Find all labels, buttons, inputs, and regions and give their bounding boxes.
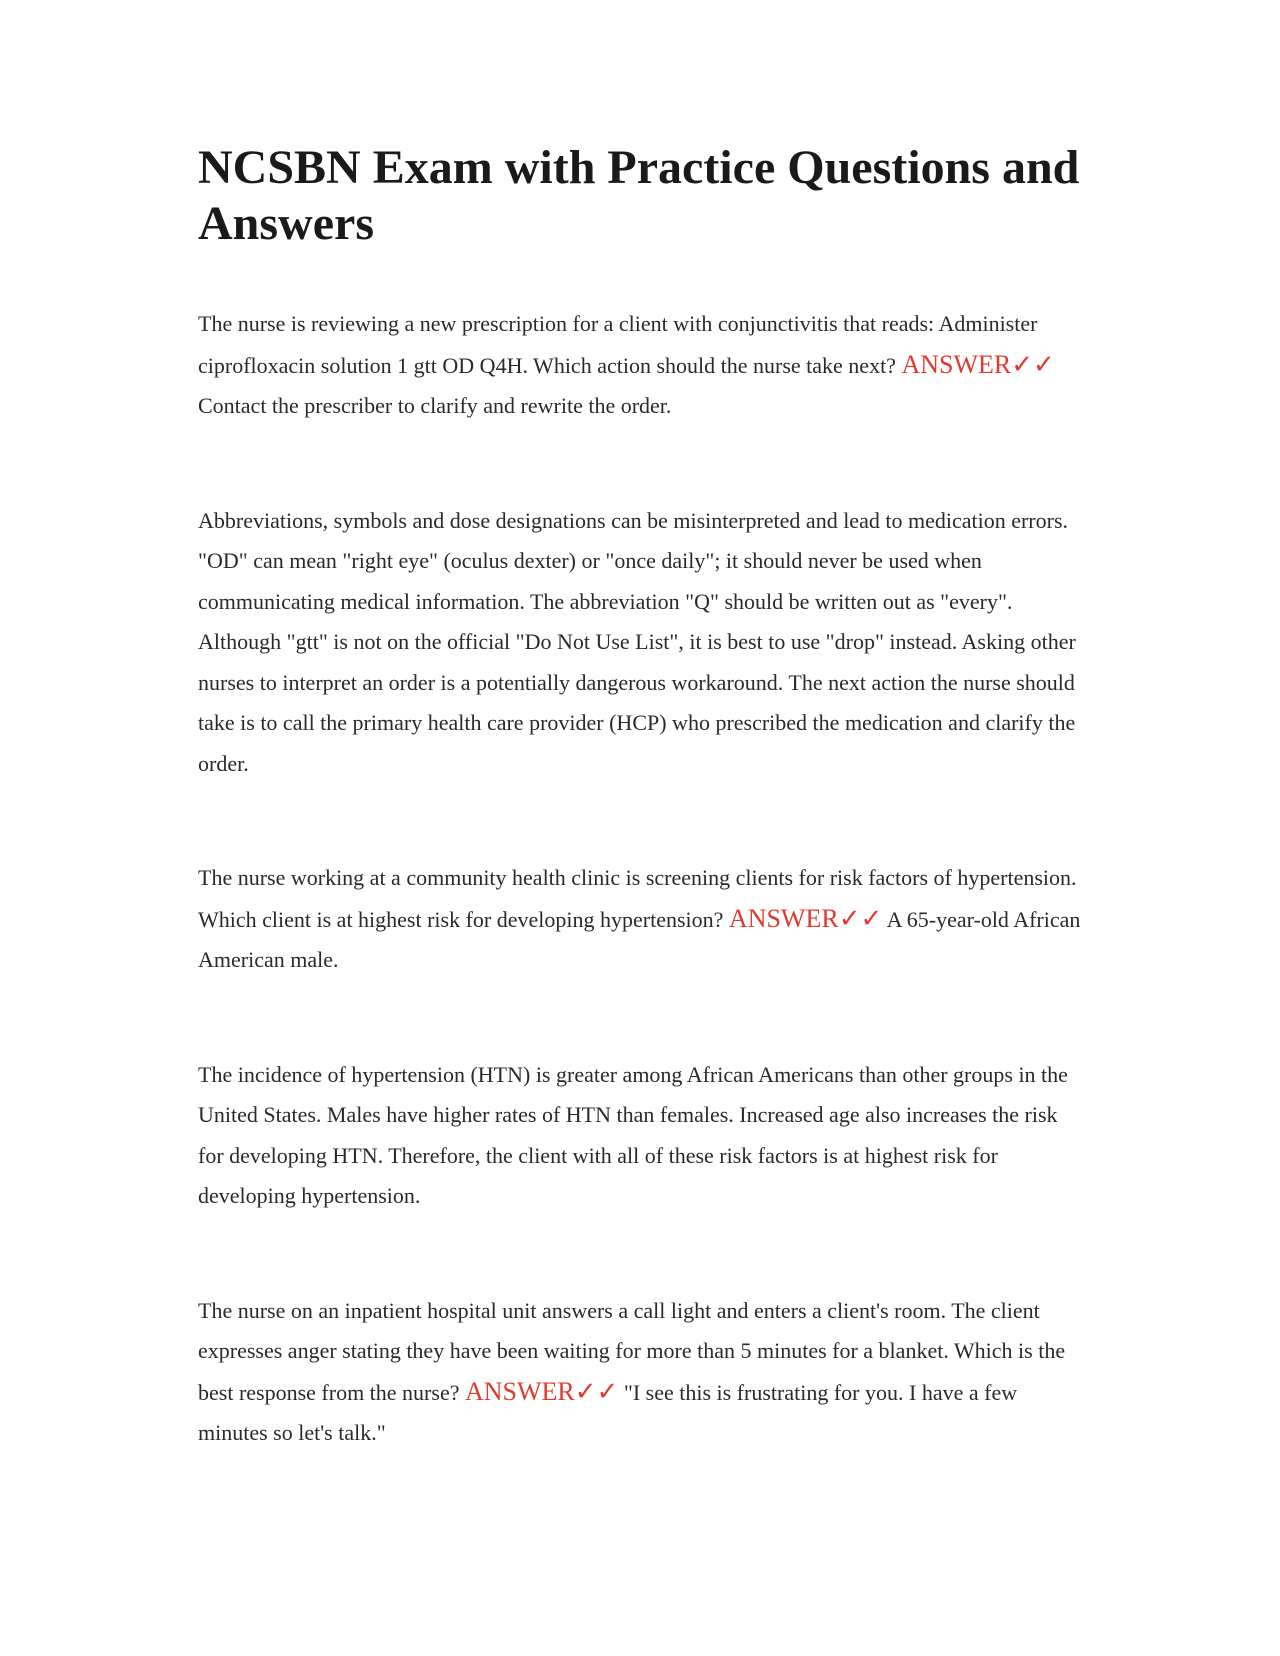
answer-text: "I see this is frustrating for you. I have a few minutes so let's talk." — [198, 1379, 1018, 1445]
answer-label: ANSWER✓✓ — [728, 903, 883, 933]
document-title: NCSBN Exam with Practice Questions and Answers — [198, 141, 1080, 250]
question-block-2 — [198, 858, 1088, 981]
question-text: The nurse working at a community health clinic is screening clients for risk factors of hypertension. Which client is at highest risk for developing hypertension? — [198, 865, 1077, 932]
answer-text: A 65-year-old African American male. — [198, 906, 1081, 972]
rationale-block-2: The incidence of hypertension (HTN) is greater among African Americans than other groups in the United States. Males have higher rates of HTN than females. Increased age also increases the risk for developing HTN. Therefore, the client with all of these risk factors is at highest risk for developing hypertension. — [198, 1061, 1068, 1208]
question-text: The nurse is reviewing a new prescription for a client with conjunctivitis that reads: Administer ciprofloxacin solution 1 gtt OD Q4H. Which action should the nurse take next? — [198, 311, 1038, 378]
question-text: The nurse on an inpatient hospital unit answers a call light and enters a client's room. The client expresses anger stating they have been waiting for more than 5 minutes for a blanket. Which is the best response from the nurse? — [198, 1297, 1066, 1405]
question-block-1 — [198, 304, 1088, 427]
document-page — [198, 140, 1088, 1528]
rationale-block-1: Abbreviations, symbols and dose designations can be misinterpreted and lead to medication errors. "OD" can mean "right eye" (oculus dexter) or "once daily"; it should never be used when communicating medical information. The abbreviation "Q" should be written out as "every". Although "gtt" is not on the official "Do Not Use List", it is best to use "drop" instead. Asking other nurses to interpret an order is a potentially dangerous workaround. The next action the nurse should take is to call the primary health care provider (HCP) who prescribed the medication and clarify the order. — [198, 507, 1076, 776]
answer-label: ANSWER✓✓ — [901, 349, 1055, 379]
question-block-3 — [198, 1291, 1088, 1454]
answer-label: ANSWER✓✓ — [464, 1376, 619, 1406]
answer-text: Contact the prescriber to clarify and rewrite the order. — [198, 393, 672, 418]
